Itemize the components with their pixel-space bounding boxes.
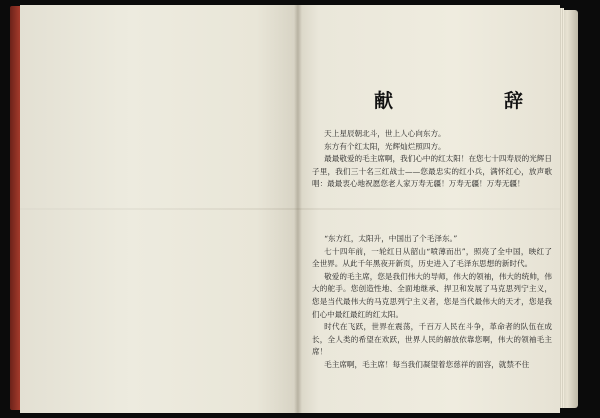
paragraph: 东方有个红太阳，光辉灿烂照四方。 xyxy=(324,141,446,151)
page-title: 献 辞 xyxy=(374,90,570,112)
paragraph: 敬爱的毛主席，您是我们伟大的导师，伟大的领袖，伟大的统帅，伟大的舵手。您创造性地、全面地继承、捍卫和发展了马克思列宁主义，您是当代最伟大的马克思列宁主义者，您是当代最伟大的天才，您是我们心中最红最红的红太阳。 xyxy=(312,271,552,319)
dedication-text-block-1 xyxy=(312,128,552,191)
page-fold-crease xyxy=(20,208,560,210)
paragraph: “东方红，太阳升，中国出了个毛泽东。” xyxy=(324,234,458,243)
paragraph: 毛主席啊，毛主席！每当我们凝望着您慈祥的面容，就禁不住 xyxy=(324,359,530,369)
paragraph: 最最敬爱的毛主席啊，我们心中的红太阳！在您七十四寿辰的光辉日子里，我们三十名三红战士——您最忠实的红小兵，满怀红心，放声歌唱：最最衷心地祝愿您老人家万寿无疆！万寿无疆！万寿无疆！ xyxy=(312,154,552,189)
paragraph: 七十四年前，一轮红日从韶山“喷薄而出”，照亮了全中国，映红了全世界。从此千年黑夜开新页，历史进入了毛泽东思想的新时代。 xyxy=(312,246,552,269)
dedication-text-block-2 xyxy=(312,233,552,372)
paragraph: 时代在飞跃，世界在震荡，千百万人民在斗争，革命者的队伍在成长，全人类的希望在欢跃，世界人民的解放依靠您啊，伟大的领袖毛主席！ xyxy=(312,322,552,357)
paragraph: 天上星辰朝北斗，世上人心向东方。 xyxy=(324,129,446,138)
